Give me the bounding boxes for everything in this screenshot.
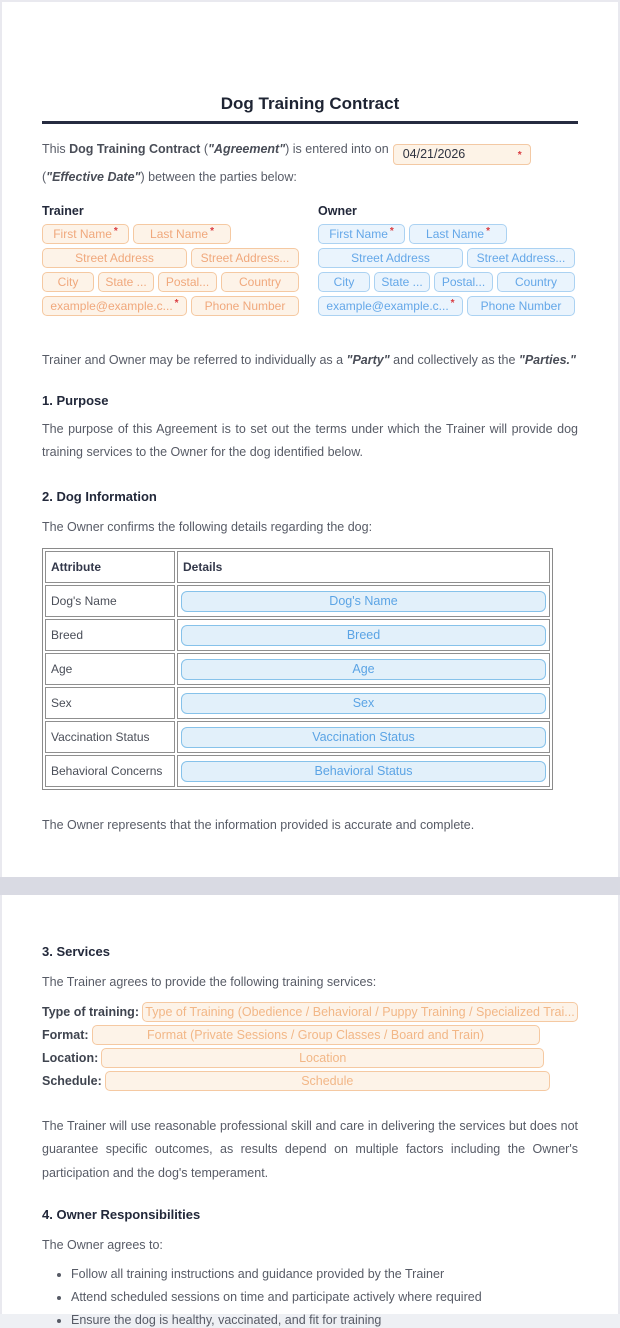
field-placeholder: First Name [329,227,388,241]
table-header-row [45,551,550,583]
list-item: • Attend scheduled sessions on time and participate actively where required [71,1290,578,1305]
trainer-street-address-field[interactable] [42,248,187,268]
field-placeholder: Street Address [75,251,154,265]
dog-info-lead: The Owner confirms the following details regarding the dog: [42,519,373,534]
trainer-first-name-field[interactable] [42,224,129,244]
behavioral-concerns-field[interactable]: Behavioral Status [181,761,546,782]
attribute-label: Breed [45,619,175,651]
owner-country-field[interactable] [497,272,575,292]
field-placeholder: State ... [381,275,423,289]
type-of-training-label: Type of training: [42,1004,139,1019]
trainer-street-address2-field[interactable] [191,248,299,268]
page-separator [0,877,620,895]
owner-resp-lead: The Owner agrees to: [42,1238,163,1252]
field-placeholder: Last Name [426,227,485,241]
schedule-field[interactable]: Schedule [105,1071,550,1091]
type-of-training-field[interactable]: Type of Training (Obedience / Behavioral / Puppy Training / Specialized Trai... [142,1002,578,1022]
owner-email-field[interactable] [318,296,463,316]
owner-city-field[interactable] [318,272,370,292]
owner-state-field[interactable] [374,272,430,292]
attribute-label: Dog's Name [45,585,175,617]
intro-text: ) is entered into on [285,142,389,156]
title-divider [42,121,578,124]
effective-date-field[interactable] [393,144,531,165]
intro-text: ( [200,142,208,156]
field-placeholder: Street Address [351,251,430,265]
field-placeholder: Last Name [150,227,209,241]
contract-page-2 [0,895,620,1327]
intro-contract-name: Dog Training Contract [69,142,201,156]
schedule-label: Schedule: [42,1073,102,1088]
required-asterisk: * [389,225,394,237]
age-field[interactable]: Age [181,659,546,680]
format-field[interactable]: Format (Private Sessions / Group Classes / Board and Train) [92,1025,540,1045]
service-row [42,1025,578,1045]
party-term: "Party" [346,353,390,367]
owner-street-address2-field[interactable] [467,248,575,268]
party-note-paragraph [42,349,578,373]
location-field[interactable]: Location [101,1048,544,1068]
list-item: • Follow all training instructions and guidance provided by the Trainer [71,1267,578,1282]
section-heading-services: 3. Services [42,944,110,959]
field-placeholder: State ... [105,275,147,289]
table-header-attribute: Attribute [45,551,175,583]
field-placeholder: example@example.c... [50,299,173,313]
field-placeholder: City [57,275,79,289]
intro-text: ) between the parties below: [140,170,297,184]
trainer-email-field[interactable] [42,296,187,316]
field-placeholder: Street Address... [200,251,290,265]
required-asterisk: * [113,225,118,237]
dog-information-table [42,548,553,790]
trainer-postal-field[interactable] [158,272,217,292]
location-label: Location: [42,1050,99,1065]
attribute-label: Sex [45,687,175,719]
required-asterisk: * [450,297,455,309]
effective-date-value: 04/21/2026 [402,147,466,161]
required-asterisk: * [486,225,490,237]
attribute-label: Vaccination Status [45,721,175,753]
trainer-heading: Trainer [42,204,84,218]
intro-agreement-term: "Agreement" [207,142,286,156]
purpose-body: The purpose of this Agreement is to set out the terms under which the Trainer will provide dog training services to the Owner for the dog identified below. [42,421,578,459]
field-placeholder: Street Address... [476,251,566,265]
table-row [45,653,550,685]
table-row [45,619,550,651]
owner-heading: Owner [318,204,357,218]
vaccination-status-field[interactable]: Vaccination Status [181,727,546,748]
field-placeholder: Phone Number [204,299,286,313]
owner-party-block [318,204,575,320]
note-text: Trainer and Owner may be referred to individually as a [42,353,347,367]
section-heading-purpose: 1. Purpose [42,392,109,408]
field-placeholder: example@example.c... [326,299,449,313]
owner-last-name-field[interactable] [409,224,507,244]
owner-postal-field[interactable] [434,272,493,292]
required-asterisk: * [174,297,179,309]
dog-info-note: The Owner represents that the information provided is accurate and complete. [42,818,475,832]
services-fields [42,1002,578,1091]
intro-effective-date-term: "Effective Date" [46,170,141,184]
owner-street-address-field[interactable] [318,248,463,268]
owner-responsibilities-list [42,1267,578,1328]
attribute-label: Age [45,653,175,685]
intro-text: ( [42,170,47,184]
trainer-party-block [42,204,299,320]
field-placeholder: City [333,275,355,289]
dog-name-field[interactable]: Dog's Name [181,591,546,612]
trainer-country-field[interactable] [221,272,299,292]
parties-section [42,204,578,320]
field-placeholder: Phone Number [480,299,562,313]
field-placeholder: First Name [53,227,112,241]
attribute-label: Behavioral Concerns [45,755,175,787]
sex-field[interactable]: Sex [181,693,546,714]
section-heading-owner-responsibilities: 4. Owner Responsibilities [42,1207,201,1222]
table-row [45,585,550,617]
note-text: and collectively as the [389,353,519,367]
owner-first-name-field[interactable] [318,224,405,244]
table-row [45,755,550,787]
trainer-city-field[interactable] [42,272,94,292]
field-placeholder: Postal... [441,275,486,289]
document-title: Dog Training Contract [220,94,400,113]
service-row [42,1002,578,1022]
field-placeholder: Postal... [165,275,210,289]
table-header-details: Details [177,551,550,583]
field-placeholder: Country [514,275,558,289]
required-asterisk: * [517,150,522,161]
owner-phone-field[interactable] [467,296,575,316]
service-row [42,1048,578,1068]
trainer-state-field[interactable] [98,272,154,292]
field-placeholder: Country [238,275,282,289]
list-item: • Ensure the dog is healthy, vaccinated, and fit for training [71,1313,578,1328]
intro-text: This [42,142,70,156]
table-row [45,687,550,719]
trainer-last-name-field[interactable] [133,224,231,244]
parties-term: "Parties." [518,353,576,367]
required-asterisk: * [210,225,214,237]
service-row [42,1071,578,1091]
services-lead: The Trainer agrees to provide the following training services: [42,975,377,989]
trainer-phone-field[interactable] [191,296,299,316]
breed-field[interactable]: Breed [181,625,546,646]
section-heading-dog-information: 2. Dog Information [42,488,157,504]
format-label: Format: [42,1027,89,1042]
intro-paragraph [42,137,578,189]
services-body: The Trainer will use reasonable professional skill and care in delivering the services but does not guarantee specific outcomes, as results depend on multiple factors including the Owner's participation and the dog's temperament. [42,1118,578,1180]
table-row [45,721,550,753]
